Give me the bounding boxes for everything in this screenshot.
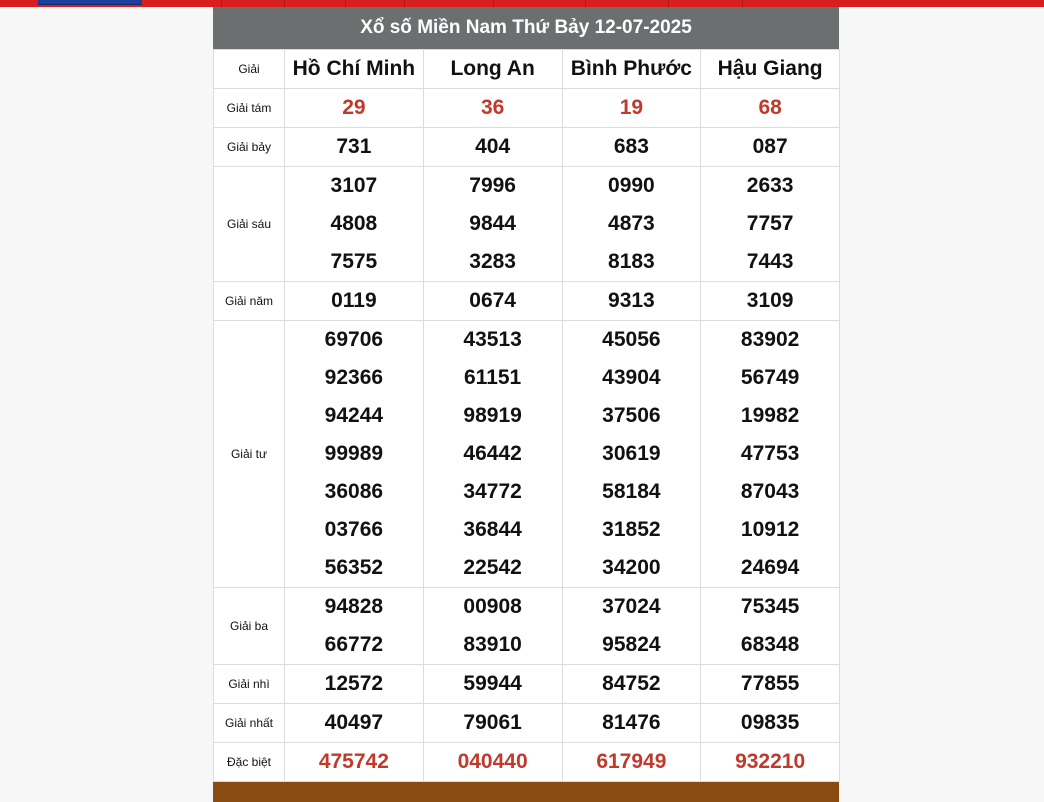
lottery-number: 66772 bbox=[324, 633, 384, 656]
prize-label: Giải nhất bbox=[214, 704, 285, 743]
prize-row bbox=[214, 743, 840, 782]
lottery-number: 4873 bbox=[608, 212, 655, 235]
prize-cell bbox=[285, 321, 424, 588]
prize-row bbox=[214, 588, 840, 665]
prize-cell bbox=[701, 743, 840, 782]
prize-row bbox=[214, 704, 840, 743]
lottery-number: 45056 bbox=[602, 328, 661, 351]
lottery-number: 75345 bbox=[740, 595, 800, 618]
lottery-number: 94828 bbox=[324, 595, 384, 618]
lottery-number: 31852 bbox=[602, 518, 661, 541]
prize-cell bbox=[423, 89, 562, 128]
lottery-number: 3283 bbox=[469, 250, 516, 273]
lottery-number: 9844 bbox=[469, 212, 516, 235]
lottery-number: 7443 bbox=[746, 250, 794, 273]
lottery-number: 69706 bbox=[324, 328, 384, 351]
nav-separator bbox=[668, 0, 669, 7]
lottery-number: 19982 bbox=[740, 404, 800, 427]
top-navigation-bar bbox=[0, 0, 1044, 7]
prize-cell bbox=[562, 89, 701, 128]
prize-row bbox=[214, 321, 840, 588]
lottery-number: 34200 bbox=[602, 556, 661, 579]
prize-row bbox=[214, 89, 840, 128]
lottery-number: 37506 bbox=[602, 404, 661, 427]
nav-separator bbox=[493, 0, 494, 7]
lottery-number: 92366 bbox=[324, 366, 384, 389]
lottery-number: 34772 bbox=[463, 480, 522, 503]
lottery-number: 30619 bbox=[602, 442, 661, 465]
lottery-number: 683 bbox=[613, 135, 649, 158]
lottery-number: 404 bbox=[475, 135, 511, 158]
page-title: Xổ số Miền Nam Thứ Bảy 12-07-2025 bbox=[213, 7, 839, 49]
lottery-number: 19 bbox=[619, 96, 644, 119]
prize-cell bbox=[562, 588, 701, 665]
lottery-number: 7996 bbox=[469, 174, 516, 197]
lottery-number: 040440 bbox=[457, 750, 528, 773]
prize-cell bbox=[423, 128, 562, 167]
lottery-number: 37024 bbox=[602, 595, 661, 618]
footer-bar bbox=[213, 782, 839, 802]
lottery-number: 4808 bbox=[330, 212, 378, 235]
lottery-number: 46442 bbox=[463, 442, 522, 465]
lottery-number: 24694 bbox=[740, 556, 800, 579]
prize-row bbox=[214, 665, 840, 704]
nav-separator bbox=[742, 0, 743, 7]
lottery-number: 94244 bbox=[324, 404, 384, 427]
lottery-number: 43904 bbox=[602, 366, 661, 389]
lottery-number: 68 bbox=[758, 96, 782, 119]
province-header[interactable]: Hậu Giang bbox=[701, 50, 840, 89]
table-header-row bbox=[214, 50, 840, 89]
lottery-number: 22542 bbox=[463, 556, 522, 579]
prize-cell bbox=[562, 704, 701, 743]
prize-cell bbox=[701, 321, 840, 588]
lottery-number: 00908 bbox=[463, 595, 522, 618]
prize-cell bbox=[701, 704, 840, 743]
province-header[interactable]: Bình Phước bbox=[562, 50, 701, 89]
nav-separator bbox=[345, 0, 346, 7]
prize-cell bbox=[701, 282, 840, 321]
province-header[interactable]: Long An bbox=[423, 50, 562, 89]
lottery-number: 10912 bbox=[740, 518, 800, 541]
prize-cell bbox=[423, 282, 562, 321]
prize-cell bbox=[285, 665, 424, 704]
prize-row bbox=[214, 128, 840, 167]
nav-separator bbox=[221, 0, 222, 7]
prize-cell bbox=[423, 167, 562, 282]
lottery-number: 2633 bbox=[746, 174, 794, 197]
lottery-number: 0674 bbox=[469, 289, 516, 312]
prize-label: Giải tư bbox=[214, 321, 285, 588]
prize-cell bbox=[701, 128, 840, 167]
site-logo[interactable] bbox=[38, 0, 142, 5]
lottery-number: 29 bbox=[342, 96, 366, 119]
prize-cell bbox=[562, 743, 701, 782]
prize-cell bbox=[285, 588, 424, 665]
prize-column-header: Giải bbox=[214, 50, 285, 89]
prize-cell bbox=[562, 167, 701, 282]
nav-separator bbox=[585, 0, 586, 7]
prize-label: Giải nhì bbox=[214, 665, 285, 704]
prize-label: Giải bảy bbox=[214, 128, 285, 167]
lottery-number: 731 bbox=[336, 135, 372, 158]
prize-label: Giải ba bbox=[214, 588, 285, 665]
prize-cell bbox=[285, 704, 424, 743]
lottery-number: 36 bbox=[480, 96, 505, 119]
nav-separator bbox=[404, 0, 405, 7]
lottery-number: 0119 bbox=[331, 289, 377, 312]
prize-cell bbox=[285, 128, 424, 167]
lottery-number: 3107 bbox=[330, 174, 378, 197]
lottery-number: 47753 bbox=[740, 442, 800, 465]
results-table-body bbox=[214, 50, 840, 782]
lottery-number: 79061 bbox=[463, 711, 522, 734]
prize-cell bbox=[562, 282, 701, 321]
province-header[interactable]: Hồ Chí Minh bbox=[285, 50, 424, 89]
lottery-number: 99989 bbox=[324, 442, 384, 465]
lottery-number: 12572 bbox=[324, 672, 384, 695]
lottery-number: 87043 bbox=[740, 480, 800, 503]
lottery-number: 09835 bbox=[740, 711, 800, 734]
nav-separator bbox=[284, 0, 285, 7]
prize-cell bbox=[285, 282, 424, 321]
lottery-number: 03766 bbox=[324, 518, 384, 541]
prize-label: Đặc biệt bbox=[214, 743, 285, 782]
prize-cell bbox=[423, 665, 562, 704]
results-panel bbox=[213, 7, 839, 802]
lottery-number: 56352 bbox=[324, 556, 384, 579]
prize-row bbox=[214, 282, 840, 321]
prize-label: Giải năm bbox=[214, 282, 285, 321]
lottery-number: 8183 bbox=[608, 250, 655, 273]
lottery-number: 9313 bbox=[608, 289, 655, 312]
lottery-number: 61151 bbox=[464, 366, 522, 389]
prize-label: Giải tám bbox=[214, 89, 285, 128]
lottery-number: 95824 bbox=[602, 633, 661, 656]
prize-cell bbox=[701, 167, 840, 282]
lottery-number: 77855 bbox=[740, 672, 800, 695]
prize-cell bbox=[562, 665, 701, 704]
prize-cell bbox=[562, 128, 701, 167]
lottery-number: 83902 bbox=[740, 328, 800, 351]
prize-cell bbox=[285, 167, 424, 282]
prize-cell bbox=[285, 743, 424, 782]
lottery-number: 932210 bbox=[735, 750, 806, 773]
lottery-number: 617949 bbox=[596, 750, 667, 773]
results-table bbox=[213, 49, 840, 782]
lottery-number: 475742 bbox=[318, 750, 389, 773]
prize-cell bbox=[423, 321, 562, 588]
prize-cell bbox=[701, 89, 840, 128]
prize-cell bbox=[562, 321, 701, 588]
prize-cell bbox=[423, 704, 562, 743]
lottery-number: 087 bbox=[752, 135, 788, 158]
lottery-number: 84752 bbox=[602, 672, 661, 695]
lottery-number: 7757 bbox=[746, 212, 794, 235]
lottery-number: 81476 bbox=[602, 711, 661, 734]
lottery-number: 59944 bbox=[463, 672, 522, 695]
prize-cell bbox=[701, 665, 840, 704]
prize-cell bbox=[423, 588, 562, 665]
lottery-number: 36086 bbox=[324, 480, 384, 503]
lottery-number: 98919 bbox=[463, 404, 522, 427]
lottery-number: 43513 bbox=[463, 328, 522, 351]
prize-cell bbox=[423, 743, 562, 782]
lottery-number: 7575 bbox=[330, 250, 378, 273]
lottery-number: 3109 bbox=[746, 289, 794, 312]
prize-row bbox=[214, 167, 840, 282]
lottery-number: 0990 bbox=[608, 174, 655, 197]
prize-cell bbox=[285, 89, 424, 128]
lottery-number: 40497 bbox=[324, 711, 384, 734]
prize-cell bbox=[701, 588, 840, 665]
lottery-number: 68348 bbox=[740, 633, 800, 656]
lottery-number: 58184 bbox=[602, 480, 661, 503]
lottery-number: 56749 bbox=[740, 366, 800, 389]
prize-label: Giải sáu bbox=[214, 167, 285, 282]
lottery-number: 36844 bbox=[463, 518, 522, 541]
lottery-number: 83910 bbox=[463, 633, 522, 656]
